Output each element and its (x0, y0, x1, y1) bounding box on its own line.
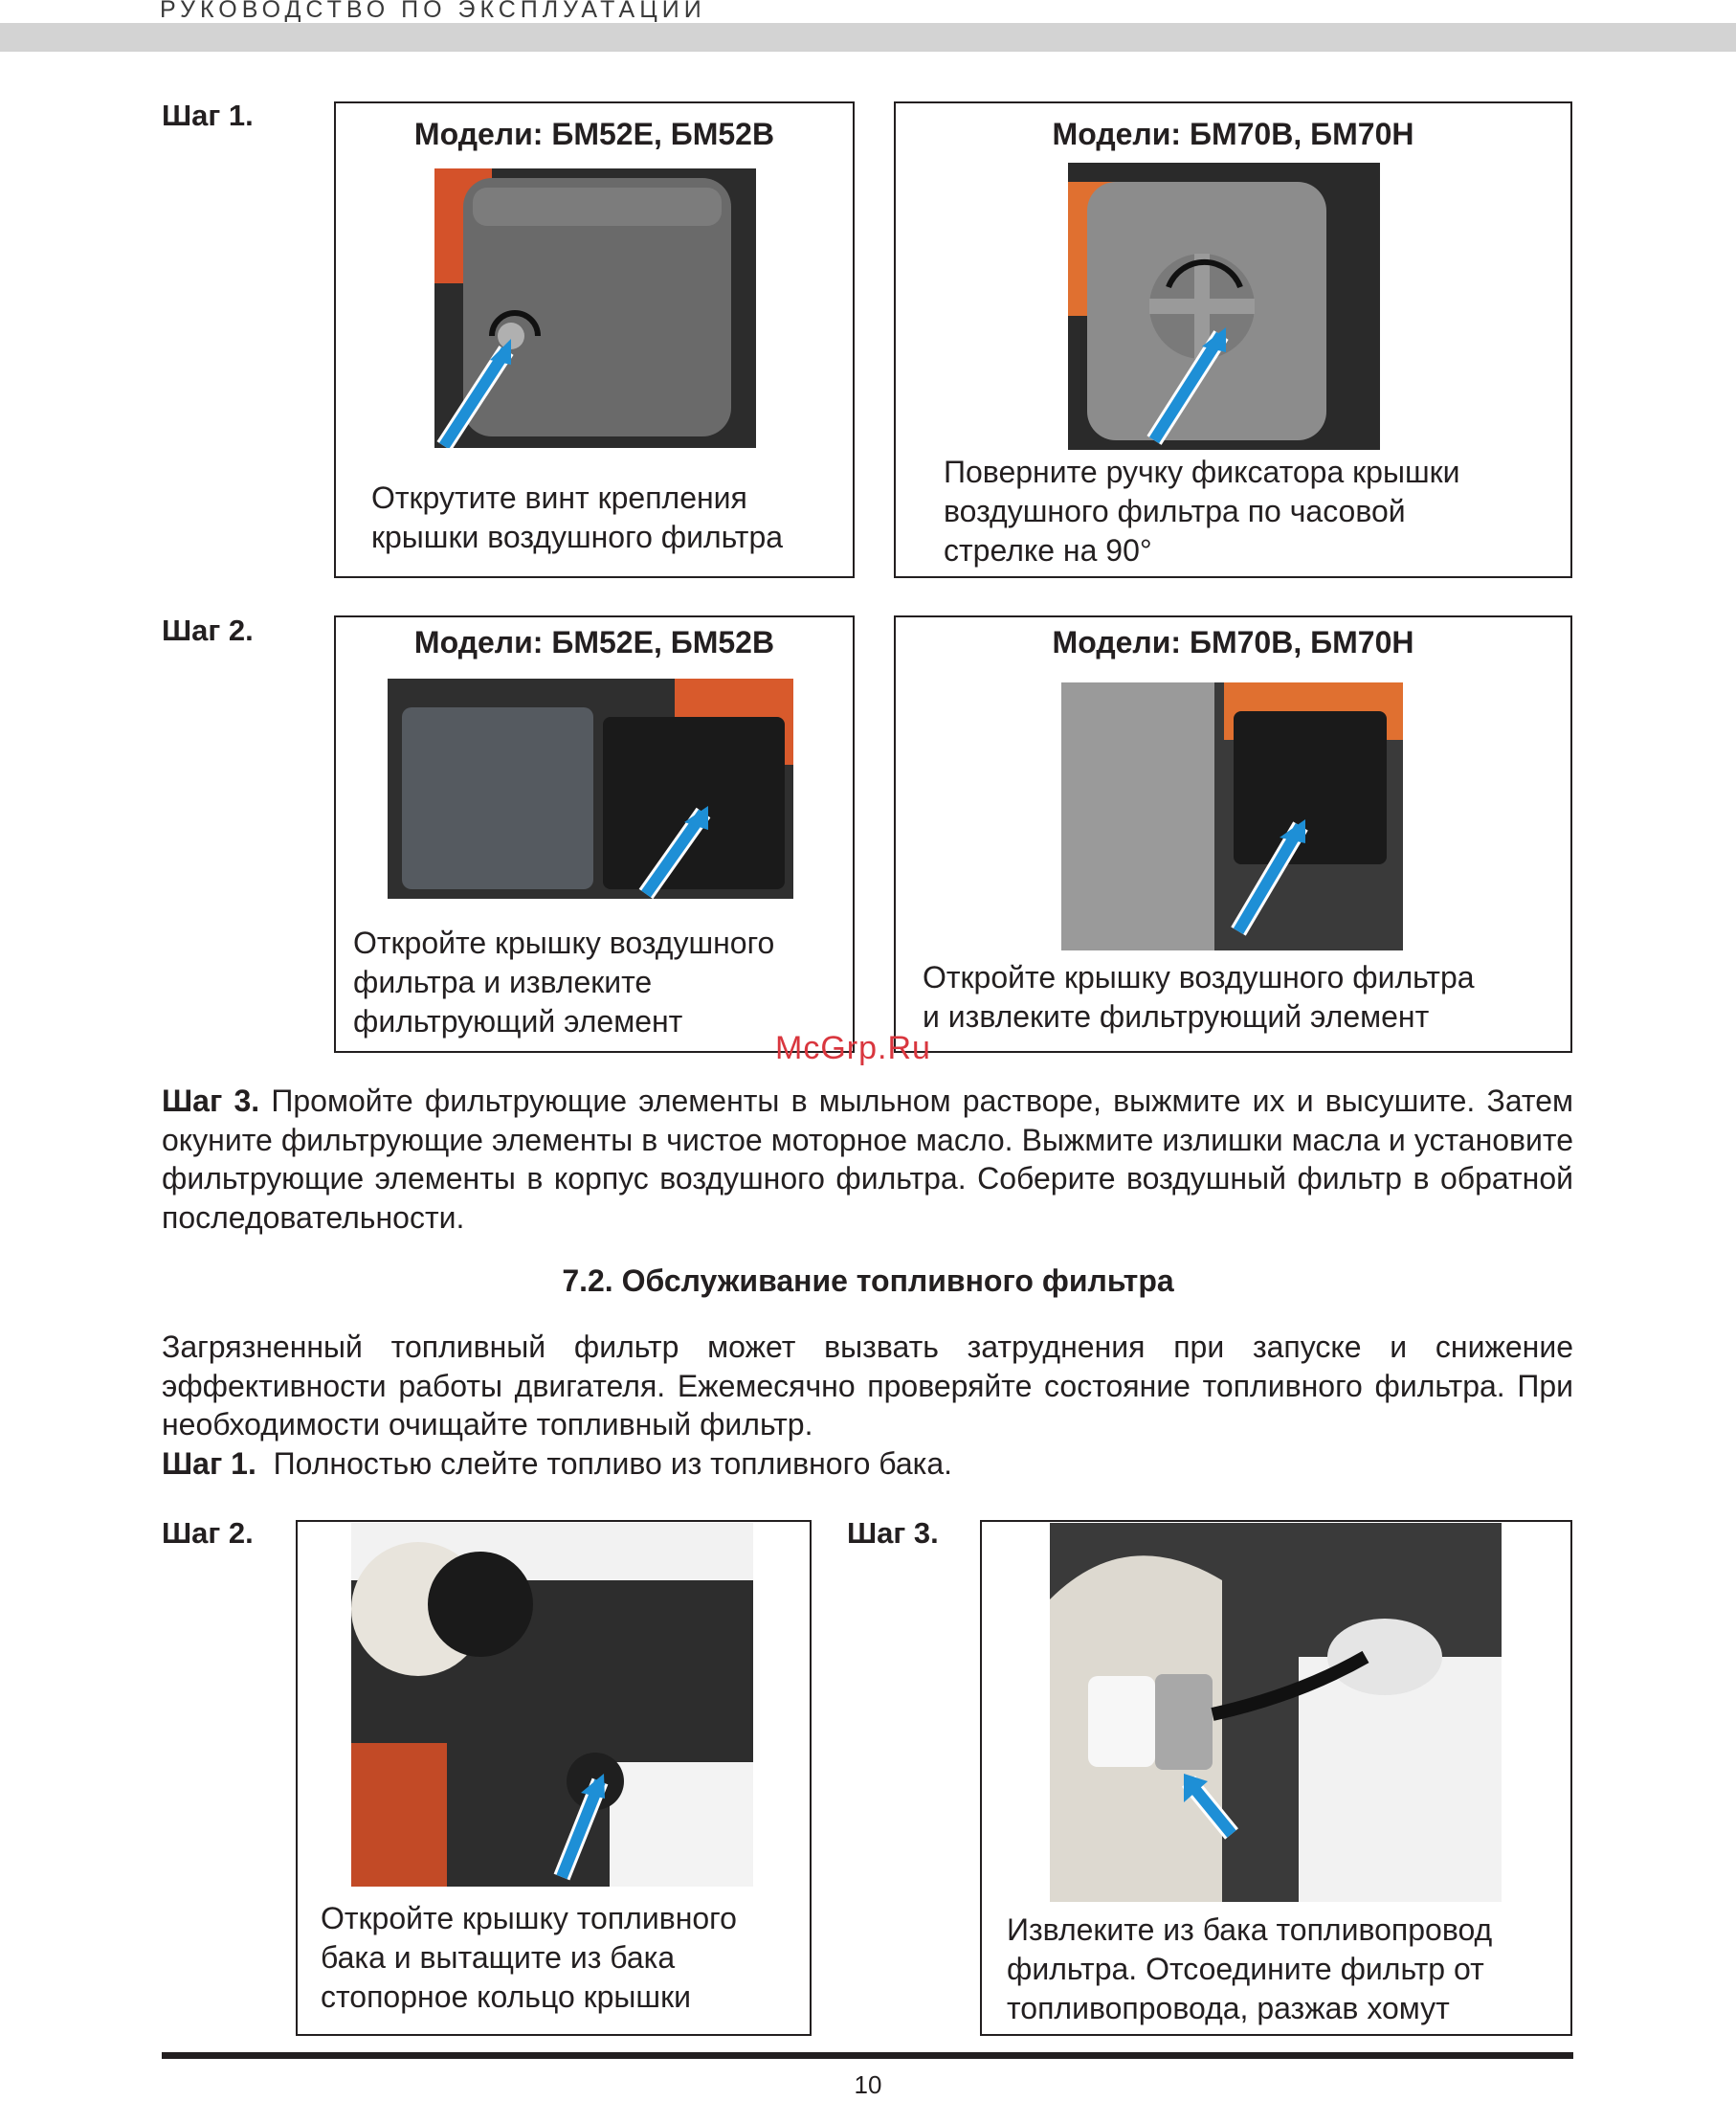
caption: Откройте крышку воздушного фильтра и извлеките фильтрующий элемент (923, 960, 1475, 1034)
photo-air-filter-knob (1068, 163, 1380, 450)
caption: Откройте крышку топливного бака и вытащите из бака стопорное кольцо крышки (321, 1901, 737, 2014)
caption: Открутите винт крепления крышки воздушного фильтра (371, 481, 784, 554)
step2-label: Шаг 2. (162, 614, 254, 647)
box-title: Модели: БМ52E, БМ52B (413, 625, 775, 659)
photo-open-cover-bm70 (1061, 682, 1403, 950)
step1-box-bm52 (334, 101, 855, 578)
step2-box-bm70 (894, 615, 1572, 1053)
caption: Откройте крышку воздушного фильтра и извлеките фильтрующий элемент (353, 926, 775, 1039)
step2-box-bm52 (334, 615, 855, 1053)
box-title: Модели: БМ52E, БМ52B (413, 117, 775, 151)
header-title: РУКОВОДСТВО ПО ЭКСПЛУАТАЦИИ (160, 0, 706, 23)
fuel-step2-box (296, 1520, 812, 2036)
watermark: McGrp.Ru (775, 1030, 931, 1066)
fuel-step1: Шаг 1. Полностью слейте топливо из топливного бака. (162, 1445, 953, 1481)
caption: Поверните ручку фиксатора крышки воздушного фильтра по часовой стрелке на 90° (944, 455, 1460, 568)
photo-open-cover-bm52 (388, 679, 793, 899)
footer-rule (162, 2052, 1573, 2059)
step3-paragraph (162, 1082, 1573, 1237)
header-bar (0, 23, 1736, 52)
step3-text: Промойте фильтрующие элементы в мыльном растворе, выжмите их и высушите. Затем окуните фильтрующие элементы в чистое моторное масло. Выжмите излишки масла и установите фильтрующие элементы в корпус воздушного фильтра. Соберите воздушный фильтр в обратной последовательности. (162, 1084, 1574, 1235)
fuel-step3-label: Шаг 3. (847, 1516, 939, 1550)
step1-box-bm70 (894, 101, 1572, 578)
caption: Извлеките из бака топливопровод фильтра. Отсоедините фильтр от топливопровода, разжав хомут (1007, 1912, 1493, 2025)
fuel-step2-label: Шаг 2. (162, 1516, 254, 1550)
page-number: 10 (854, 2070, 882, 2099)
box-title: Модели: БМ70В, БМ70Н (1052, 117, 1414, 151)
photo-air-filter-cover-screw (434, 168, 756, 448)
section-heading: 7.2. Обслуживание топливного фильтра (562, 1263, 1174, 1298)
step1-label: Шаг 1. (162, 99, 254, 132)
photo-fuel-filter (1050, 1523, 1502, 1902)
fuel-step1-label: Шаг 1. (162, 1445, 256, 1481)
photo-fuel-cap (351, 1523, 753, 1887)
box-title: Модели: БМ70В, БМ70Н (1052, 625, 1414, 659)
fuel-filter-intro: Загрязненный топливный фильтр может вызвать затруднения при запуске и снижение эффективности работы двигателя. Ежемесячно проверяйте состояние топливного фильтра. При необходимости очищайте топливный фильтр. Шаг 1. Полностью слейте топливо из топливного бака. (162, 1328, 1573, 1483)
step3-label: Шаг 3. (162, 1084, 260, 1118)
fuel-step3-box (980, 1520, 1572, 2036)
